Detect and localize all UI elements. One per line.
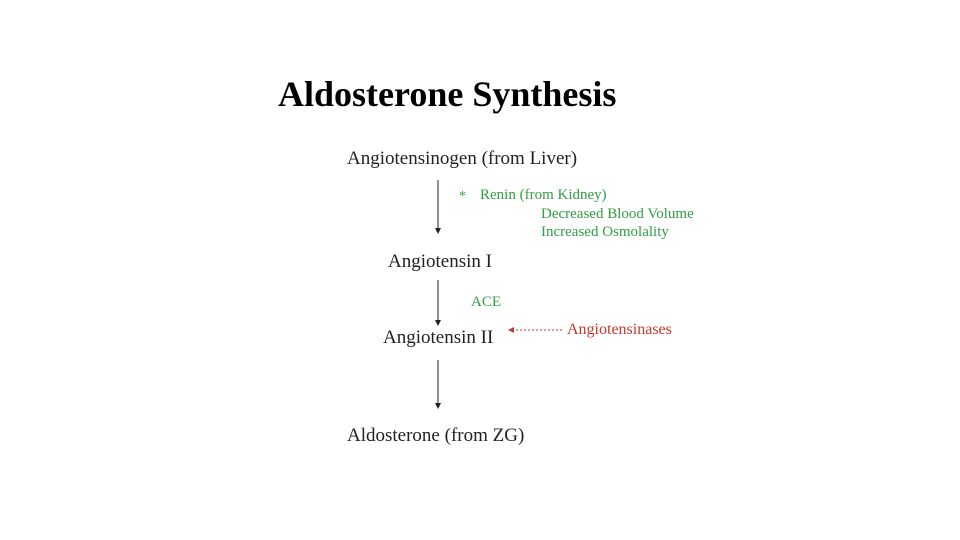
node-angiotensinogen: Angiotensinogen (from Liver) [347,148,578,169]
node-aldosterone: Aldosterone (from ZG) [347,425,525,446]
slide-title: Aldosterone Synthesis [278,74,617,114]
renin-stimulus-note: Increased Osmolality [541,224,669,240]
asterisk-icon: * [459,189,466,204]
renin-stimulus-note: Decreased Blood Volume [541,206,694,222]
enzyme-renin-label: Renin (from Kidney) [480,187,607,203]
node-angiotensin-i: Angiotensin I [388,251,492,272]
inhibitor-angiotensinases-label: Angiotensinases [567,321,672,338]
enzyme-ace-label: ACE [471,294,501,310]
node-angiotensin-ii: Angiotensin II [383,327,494,348]
